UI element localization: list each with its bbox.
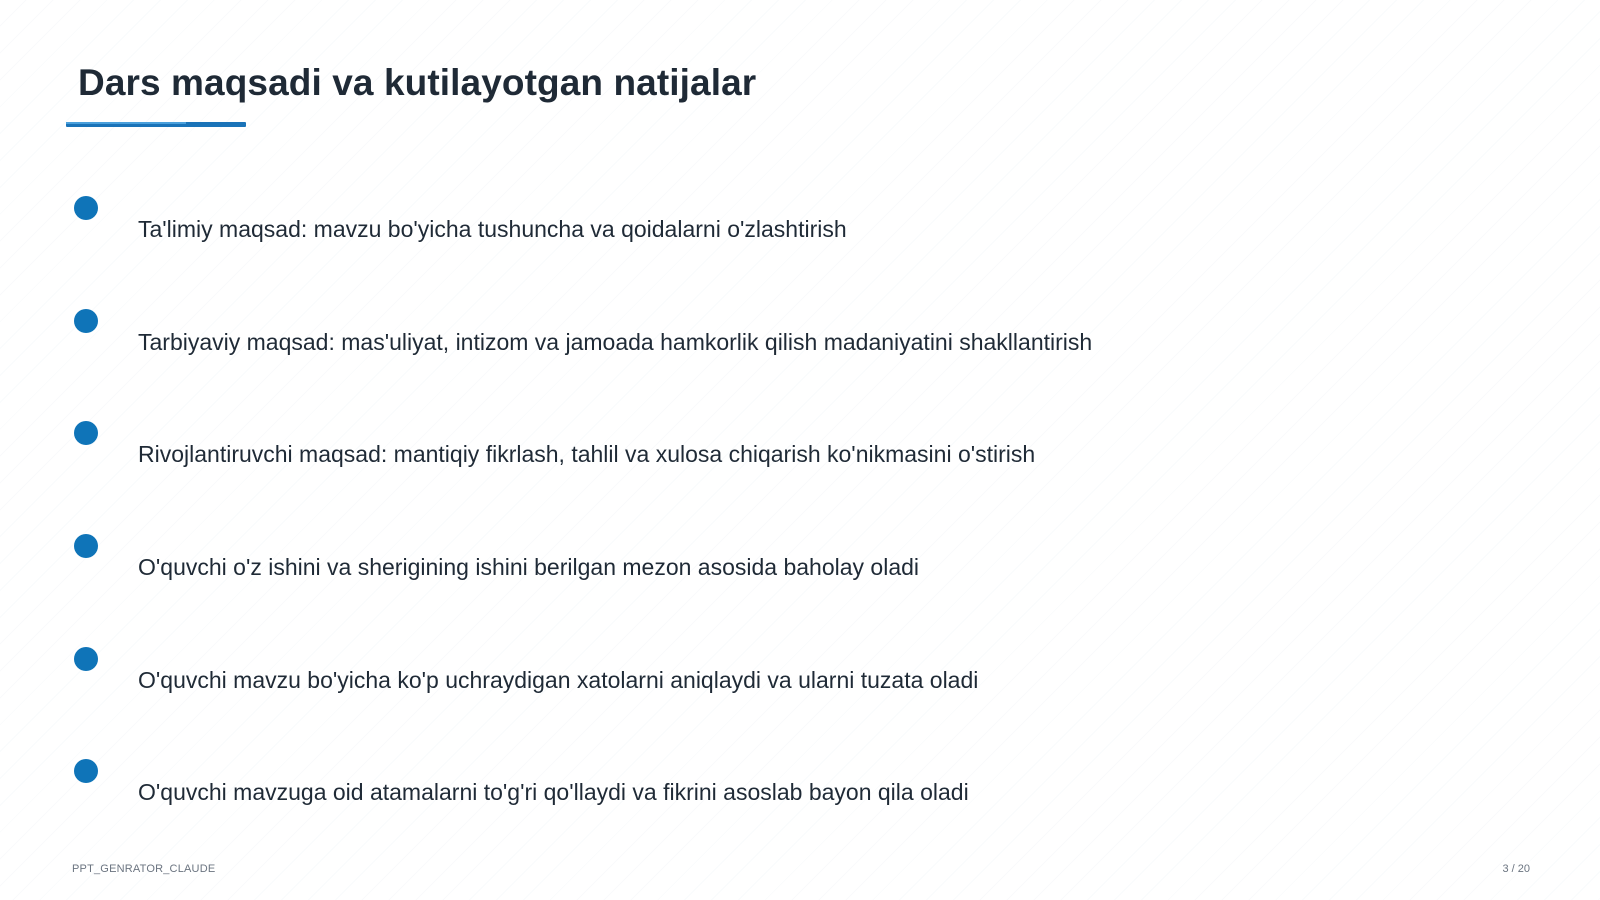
bullet-dot-icon [74, 647, 98, 671]
bullet-item [0, 421, 1400, 481]
bullet-text: O'quvchi mavzuga oid atamalarni to'g'ri qo'llaydi va fikrini asoslab bayon qila oladi [138, 779, 969, 805]
bullet-dot-icon [74, 421, 98, 445]
bullet-dot-icon [74, 196, 98, 220]
bullet-text: O'quvchi mavzu bo'yicha ko'p uchraydigan xatolarni aniqlaydi va ularni tuzata oladi [138, 667, 979, 693]
footer-source: PPT_GENRATOR_CLAUDE [72, 863, 216, 875]
bullet-item [0, 647, 1400, 707]
bullet-item [0, 759, 1400, 819]
bullet-text: Rivojlantiruvchi maqsad: mantiqiy fikrlash, tahlil va xulosa chiqarish ko'nikmasini o'stirish [138, 441, 1036, 467]
bullet-item [0, 196, 1400, 256]
bullet-text: O'quvchi o'z ishini va sherigining ishini berilgan mezon asosida baholay oladi [138, 554, 920, 580]
title-underline [66, 122, 246, 127]
bullet-item [0, 534, 1400, 594]
bullet-text: Ta'limiy maqsad: mavzu bo'yicha tushuncha va qoidalarni o'zlashtirish [138, 216, 847, 242]
bullet-dot-icon [74, 534, 98, 558]
page-indicator: 3 / 20 [1502, 863, 1530, 875]
bullet-item [0, 309, 1400, 369]
slide-title: Dars maqsadi va kutilayotgan natijalar [78, 62, 757, 103]
bullet-text: Tarbiyaviy maqsad: mas'uliyat, intizom va jamoada hamkorlik qilish madaniyatini shakllantirish [138, 329, 1093, 355]
bullet-dot-icon [74, 759, 98, 783]
bullet-dot-icon [74, 309, 98, 333]
